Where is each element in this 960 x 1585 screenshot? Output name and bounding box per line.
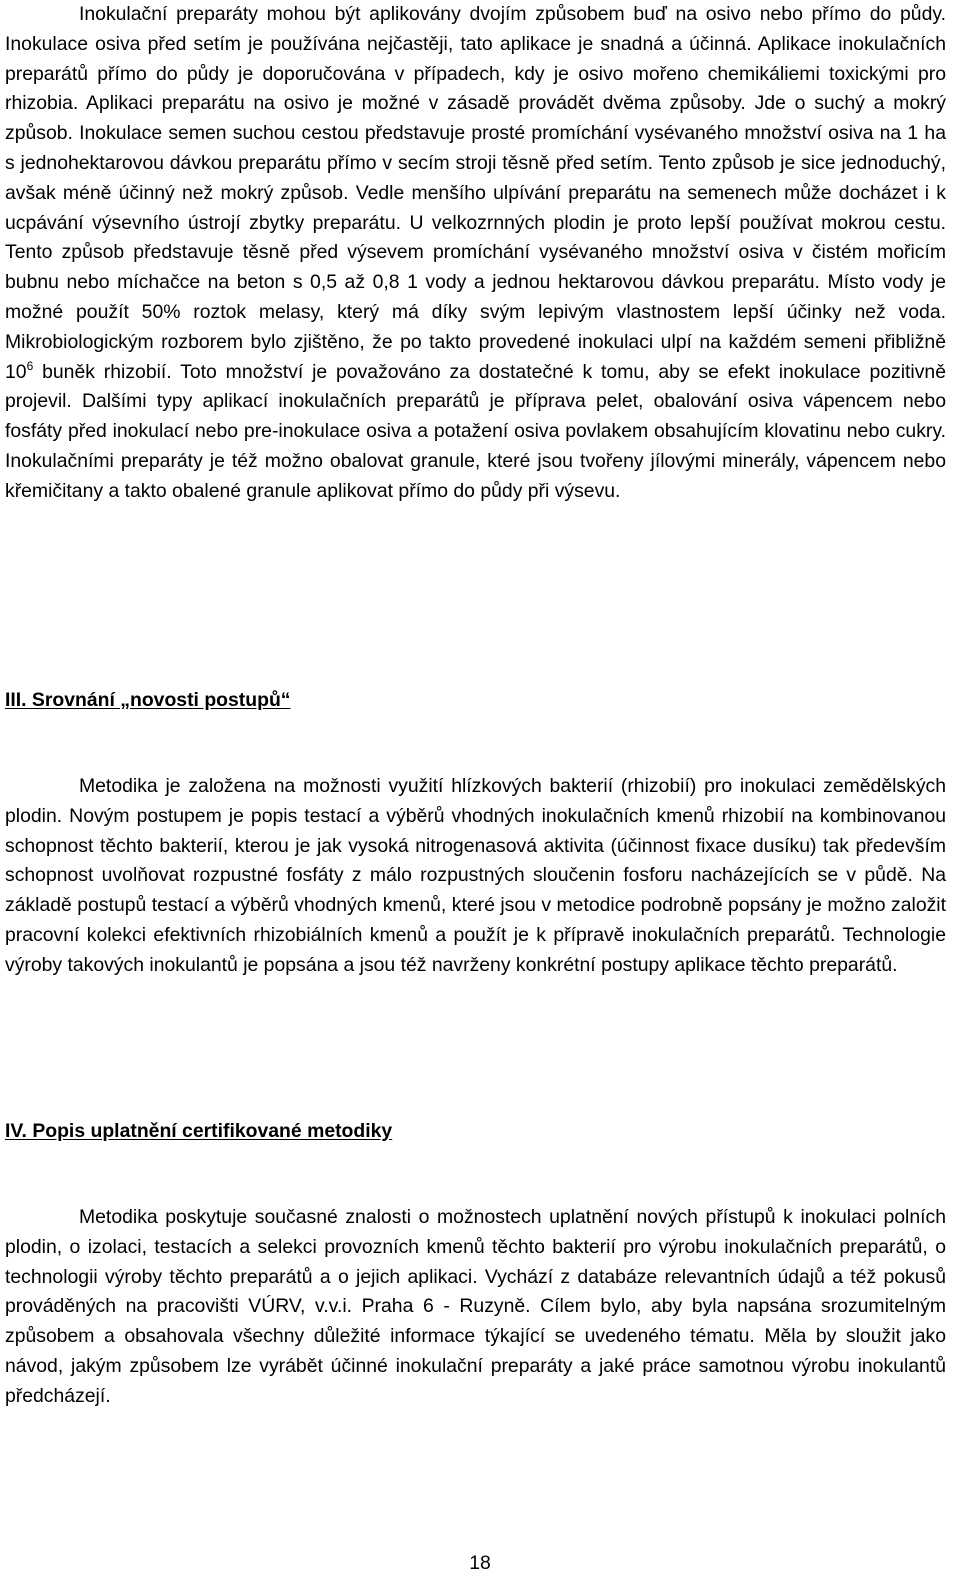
page-number: 18 [469,1552,491,1574]
section-3-paragraph: Metodika je založena na možnosti využití hlízkových bakterií (rhizobií) pro inokulaci zemědělských plodin. Novým postupem je popis testací a výběrů vhodných inokulačních kmenů rhizobií na kombinovanou schopnost těchto bakterií, kterou je jak vysoká nitrogenasová aktivita (účinnost fixace dusíku) tak především schopnost uvolňovat rozpustné fosfáty z málo rozpustných sloučenin fosforu nacházejících se v půdě. Na základě postupů testací a výběrů vhodných kmenů, které jsou v metodice podrobně popsány je možno založit pracovní kolekci efektivních rhizobiálních kmenů a použít je k přípravě inokulačních preparátů. Technologie výroby takových inokulantů je popsána a jsou též navrženy konkrétní postupy aplikace těchto preparátů. [5,775,946,976]
paragraph-text-part-2: buněk rhizobií. Toto množství je považováno za dostatečné k tomu, aby se efekt inokulace pozitivně projevil. Dalšími typy aplikací inokulačních preparátů je příprava pelet, obalování osiva vápencem nebo fosfáty před inokulací nebo pre-inokulace osiva a potažení osiva povlakem obsahujícím klovatinu nebo cukry. Inokulačními preparáty je též možno obalovat granule, které jsou tvořeny jílovými minerály, vápencem nebo křemičitany a takto obalené granule aplikovat přímo do půdy při výsevu. [5,360,946,502]
paragraph-inoculation-application [5,0,946,507]
section-3-heading: III. Srovnání „novosti postupů“ [5,689,291,711]
section-4-paragraph: Metodika poskytuje současné znalosti o možnostech uplatnění nových přístupů k inokulaci polních plodin, o izolaci, testacích a selekci provozních kmenů těchto bakterií pro výrobu inokulačních preparátů, o technologii výroby těchto preparátů a o jejich aplikaci. Vychází z databáze relevantních údajů a též pokusů prováděných na pracovišti VÚRV, v.v.i. Praha 6 - Ruzyně. Cílem bylo, aby byla napsána srozumitelným způsobem a obsahovala všechny důležité informace týkající se uvedeného tématu. Měla by sloužit jako návod, jakým způsobem lze vyrábět účinné inokulační preparáty a jaké práce samotnou výrobu inokulantů předcházejí. [5,1206,946,1407]
paragraph-text-part-1: Inokulační preparáty mohou být aplikovány dvojím způsobem buď na osivo nebo přímo do půdy. Inokulace osiva před setím je používána nejčastěji, tato aplikace je snadná a účinná. Aplikace inokulačních preparátů přímo do půdy je doporučována v případech, kdy je osivo mořeno chemikáliemi toxickými pro rhizobia. Aplikaci preparátu na osivo je možné v zásadě provádět dvěma způsoby. Jde o suchý a mokrý způsob. Inokulace semen suchou cestou představuje prosté promíchání vysévaného množství osiva na 1 ha s jednohektarovou dávkou preparátu přímo v secím stroji těsně před setím. Tento způsob je sice jednoduchý, avšak méně účinný než mokrý způsob. Vedle menšího ulpívání preparátu na semenech může docházet i k ucpávání výsevního ústrojí zbytky preparátu. U velkozrnných plodin je proto lepší používat mokrou cestu. Tento způsob představuje těsně před výsevem promíchání vysévaného množství osiva v čistém mořicím bubnu nebo míchačce na beton s 0,5 až 0,8 1 vody a jednou hektarovou dávkou preparátu. Místo vody je možné použít 50% roztok melasy, který má díky svým lepivým vlastnostem lepší účinky než voda. Mikrobiologickým rozborem bylo zjištěno, že po takto provedené inokulaci ulpí na každém semeni přibližně 10 [5,3,946,383]
section-4-heading: IV. Popis uplatnění certifikované metodiky [5,1120,393,1142]
exponent-superscript: 6 [26,358,34,373]
